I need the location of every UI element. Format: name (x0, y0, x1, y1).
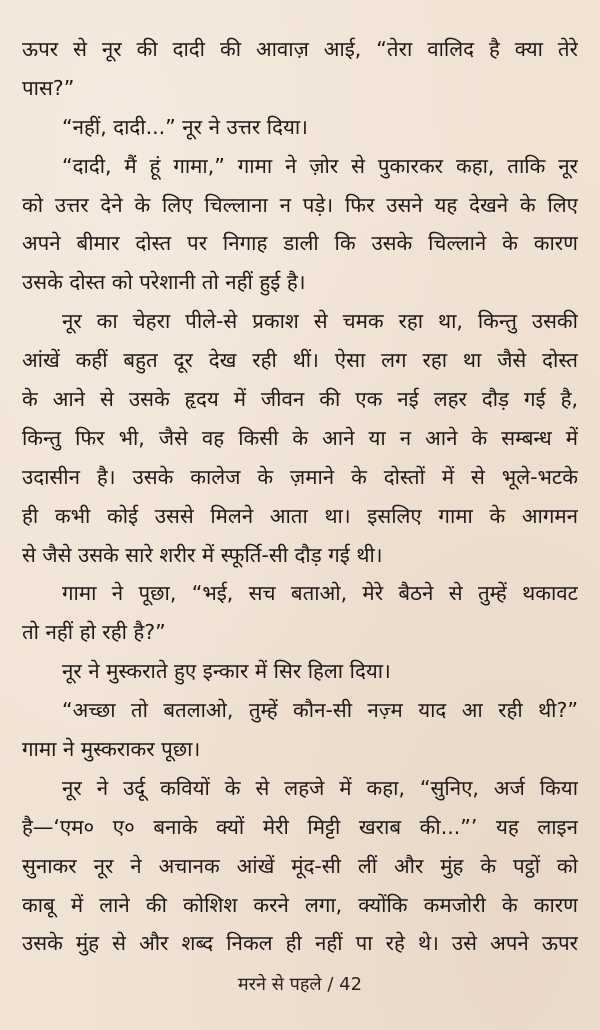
page-footer: मरने से पहले / 42 (237, 974, 363, 995)
text-line: है—‘एम० ए० बनाके क्यों मेरी मिट्टी खराब की...”’ यह लाइन (22, 814, 578, 839)
text-line: अपने बीमार दोस्त पर निगाह डाली कि उसके चिल्लाने के कारण (22, 231, 578, 256)
text-line: नूर का चेहरा पीले-से प्रकाश से चमक रहा था, किन्तु उसकी (62, 309, 578, 334)
text-line: “नहीं, दादी...” नूर ने उत्तर दिया। (62, 114, 308, 139)
text-line: आंखें कहीं बहुत दूर देख रही थीं। ऐसा लग रहा था जैसे दोस्त (22, 348, 578, 373)
text-line: से जैसे उसके सारे शरीर में स्फूर्ति-सी दौड़ गई थी। (22, 542, 383, 567)
text-line: नूर ने उर्दू कवियों के से लहजे में कहा, “सुनिए, अर्ज किया (62, 775, 578, 800)
text-line: “दादी, मैं हूं गामा,” गामा ने ज़ोर से पुकारकर कहा, ताकि नूर (62, 153, 578, 178)
text-line: के आने से उसके हृदय में जीवन की एक नई लहर दौड़ गई है, (22, 387, 578, 412)
text-line: गामा ने मुस्कराकर पूछा। (22, 737, 201, 762)
text-line: ऊपर से नूर की दादी की आवाज़ आई, “तेरा वालिद है क्या तेरे (22, 37, 578, 61)
text-line: तो नहीं हो रही है?” (22, 620, 166, 645)
text-line: सुनाकर नूर ने अचानक आंखें मूंद-सी लीं और मुंह के पट्ठों को (22, 853, 578, 878)
text-line: ही कभी कोई उससे मिलने आता था। इसलिए गामा के आगमन (22, 503, 578, 528)
text-line: “अच्छा तो बतलाओ, तुम्हें कौन-सी नज़्म याद आ रही थी?” (62, 698, 578, 723)
text-line: गामा ने पूछा, “भई, सच बताओ, मेरे बैठने से तुम्हें थकावट (62, 581, 578, 606)
text-line: उदासीन है। उसके कालेज के ज़माने के दोस्तों में से भूले-भटके (22, 464, 578, 489)
text-line: उसके मुंह से और शब्द निकल ही नहीं पा रहे थे। उसे अपने ऊपर (22, 931, 578, 956)
text-line: नूर ने मुस्कराते हुए इन्कार में सिर हिला दिया। (62, 659, 391, 684)
text-line: को उत्तर देने के लिए चिल्लाना न पड़े। फिर उसने यह देखने के लिए (22, 192, 578, 217)
text-line: पास?” (22, 75, 75, 100)
body-text (22, 30, 578, 963)
text-line: काबू में लाने की कोशिश करने लगा, क्योंकि कमजोरी के कारण (22, 892, 578, 917)
text-line: उसके दोस्त को परेशानी तो नहीं हुई है। (22, 270, 306, 295)
text-line: किन्तु फिर भी, जैसे वह किसी के आने या न आने के सम्बन्ध में (22, 425, 578, 450)
